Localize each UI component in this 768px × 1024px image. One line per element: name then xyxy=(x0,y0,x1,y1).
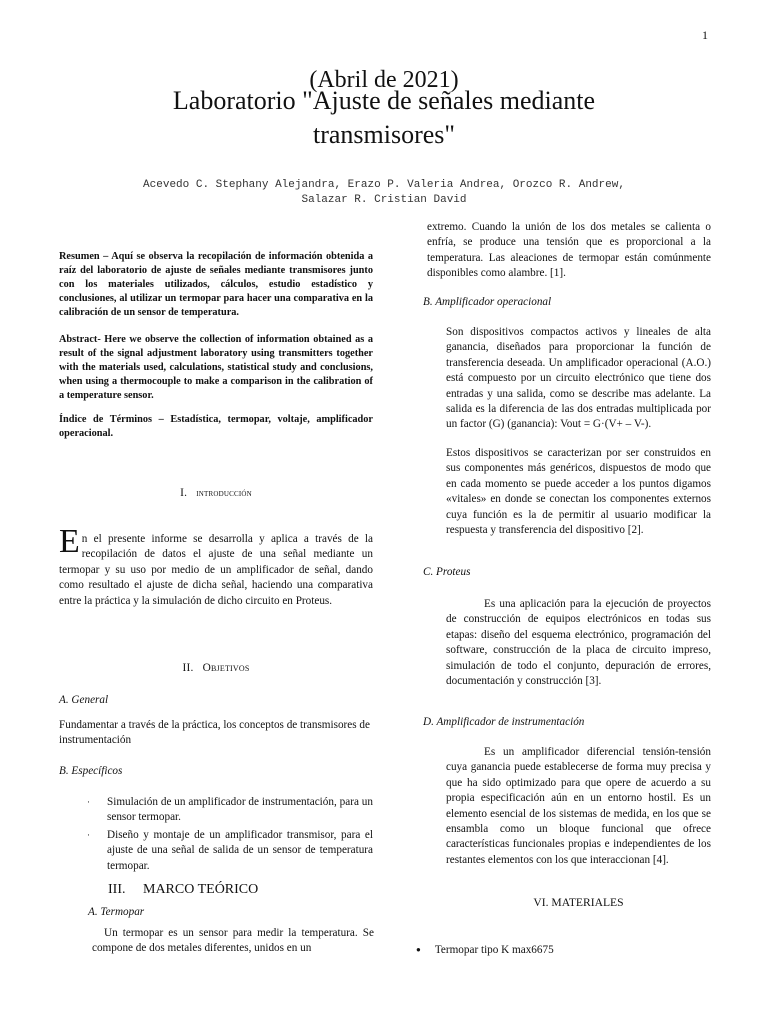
list-item xyxy=(59,795,373,826)
abstract-paragraph: Abstract- Here we observe the collection of information obtained as a result of the signal adjustment laboratory using transmitters together with the materials used, calculations, statistical study and conclusions, when using a thermocouple to make a comparison in the calibration of a temperature sensor. xyxy=(59,334,373,401)
subheading-termopar: A. Termopar xyxy=(88,906,145,918)
ao-paragraph-1: Son dispositivos compactos activos y lineales de alta ganancia, diseñados para proporcionar la función de transferencia deseada. Un amplificador operacional (A.O.) está compuesto por un circuito electrónico que tiene dos entradas y una salida, como se describe mas adelante. La salida es la diferencia de las dos entradas multiplicada por un factor (G) (ganancia): Vout = G·(V+ – V-). xyxy=(446,326,711,431)
section-number: III. xyxy=(108,882,126,897)
title-line-1: Laboratorio "Ajuste de señales mediante xyxy=(172,86,596,115)
bullet-mark: · xyxy=(87,797,90,807)
ao-paragraph-2: Estos dispositivos se caracterizan por ser construidos en sus componentes más genéricos, dispuestos de modo que en cada momento se puede acceder a los puntos digamos «vitales» en donde se conectan los componentes externos cuya función es la de permitir al usuario modificar la respuesta y transferencia del dispositivo [2]. xyxy=(446,447,711,537)
list-item-text: Termopar tipo K max6675 xyxy=(434,944,554,956)
subheading-general: A. General xyxy=(59,694,109,706)
subheading-proteus: C. Proteus xyxy=(423,566,471,578)
bullet-mark: · xyxy=(87,829,90,840)
section-heading-marco-teorico xyxy=(108,882,258,898)
author-list xyxy=(60,178,708,208)
termopar-paragraph: Un termopar es un sensor para medir la temperatura. Se compone de dos metales diferentes, unidos en un xyxy=(92,927,374,955)
list-item xyxy=(59,828,373,874)
index-terms-paragraph: Índice de Términos – Estadística, termopar, voltaje, amplificador operacional. xyxy=(59,414,373,439)
section-title: Objetivos xyxy=(202,662,250,674)
page-number: 1 xyxy=(702,28,708,42)
subheading-amplificador-operacional: B. Amplificador operacional xyxy=(423,296,552,308)
section-title: introducción xyxy=(196,489,252,499)
drop-cap: E xyxy=(59,523,80,560)
list-item-text: Diseño y montaje de un amplificador transmisor, para el ajuste de una señal de salida de un sensor de temperatura termopar. xyxy=(107,828,373,872)
especificos-list xyxy=(59,795,373,876)
list-item-text: Simulación de un amplificador de instrumentación, para un sensor termopar. xyxy=(107,796,373,824)
bullet-dot-icon: ● xyxy=(416,945,421,954)
termopar-continued-paragraph: extremo. Cuando la unión de los dos metales se calienta o enfría, se produce una tensión que es proporcional a la temperatura. Las aleaciones de termopar están comúnmente disponibles como alambre. [1]. xyxy=(427,221,711,280)
page-title xyxy=(60,84,708,152)
title-line-2: transmisores" xyxy=(312,120,456,149)
proteus-paragraph: Es una aplicación para la ejecución de proyectos de construcción de equipos electrónicos en todas sus etapas: diseño del esquema electrónico, programación del software, construcción de la placa de circuito impreso, simulación de todo el conjunto, depuración de errores, documentación y construcción [3]. xyxy=(446,598,711,688)
section-number: II. xyxy=(182,662,194,674)
authors-line-1: Acevedo C. Stephany Alejandra, Erazo P. Valeria Andrea, Orozco R. Andrew, xyxy=(143,179,625,191)
list-item xyxy=(416,944,554,956)
materiales-list xyxy=(416,944,554,956)
section-heading-objetivos xyxy=(59,662,373,674)
general-paragraph: Fundamentar a través de la práctica, los conceptos de transmisores de instrumentación xyxy=(59,719,370,747)
authors-line-2: Salazar R. Cristian David xyxy=(301,194,467,206)
section-heading-materiales: VI. MATERIALES xyxy=(533,896,624,909)
intro-text: n el presente informe se desarrolla y aplica a través de la recopilación de datos el ajuste de una señal mediante un termopar y su uso por medio de un amplificador de señal, dando como resultado el ajuste de dicha señal, haciendo una comparativa entre la práctica y la simulación de dicho circuito en Proteus. xyxy=(59,533,373,607)
document-date: (Abril de 2021) xyxy=(309,67,459,93)
subheading-especificos: B. Específicos xyxy=(59,765,123,777)
section-number: I. xyxy=(180,487,188,499)
subheading-amplificador-instrumentacion: D. Amplificador de instrumentación xyxy=(423,716,585,728)
intro-paragraph xyxy=(59,523,373,609)
resumen-paragraph: Resumen – Aquí se observa la recopilación de información obtenida a raíz del laboratorio de ajuste de señales mediante transmisores junto con los materiales utilizados, cálculos, estudio estadístico y conclusiones, al utilizar un termopar para hacer una comparativa en la calibración de un sensor de temperatura. xyxy=(59,251,373,318)
ai-paragraph: Es un amplificador diferencial tensión-tensión cuya ganancia puede establecerse de forma muy precisa y que ha sido optimizado para que opere de acuerdo a su propia especificación aún en un entorno hostil. Es un elemento esencial de los sistemas de medida, en los que se ensambla como un bloque funcional que ofrece características funcionales propias e independientes de los restantes elementos con los que interaccionan [4]. xyxy=(446,746,711,866)
section-title: MARCO TEÓRICO xyxy=(143,882,259,897)
section-heading-introduccion xyxy=(59,487,373,499)
